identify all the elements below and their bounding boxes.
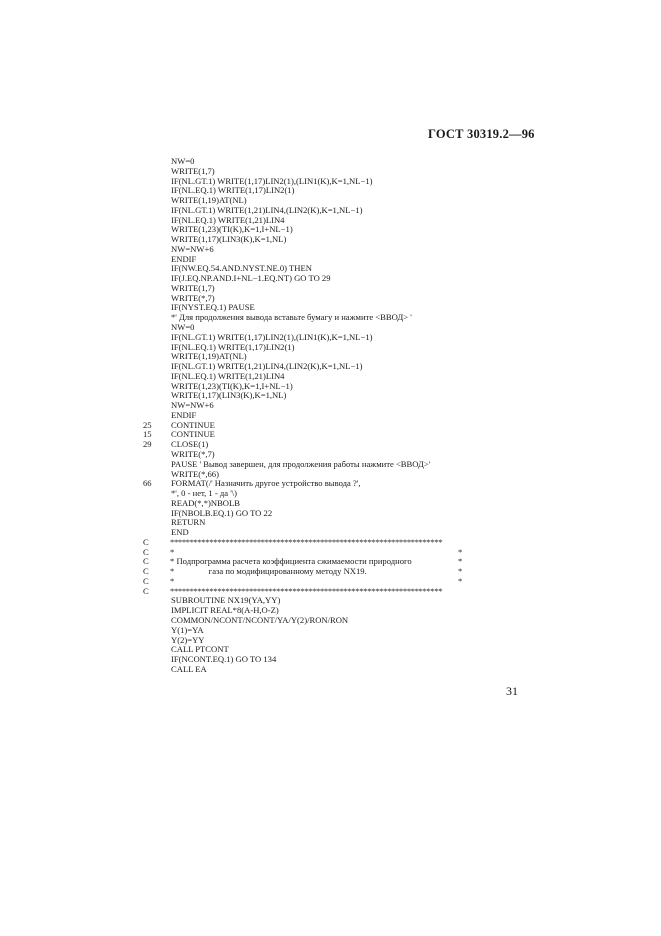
line-text: CLOSE(1)	[171, 439, 209, 450]
line-text: IF(NL.GT.1) WRITE(1,21)LIN4,(LIN2(K),K=1,NL−1)	[171, 361, 363, 372]
line-text: * газа по модифицированному методу NX19.	[170, 566, 367, 577]
line-text: IF(NL.EQ.1) WRITE(1,21)LIN4	[171, 214, 285, 225]
line-text: IF(NL.GT.1) WRITE(1,21)LIN4,(LIN2(K),K=1,NL−1)	[171, 204, 363, 215]
line-text: IF(NL.EQ.1) WRITE(1,17)LIN2(1)	[171, 341, 295, 352]
line-text: *', 0 - нет, 1 - да '\)	[171, 488, 238, 499]
line-text: WRITE(1,17)(LIN3(K),K=1,NL)	[171, 390, 287, 401]
code-line	[0, 538, 661, 548]
line-text: *	[170, 546, 175, 557]
line-label: 29	[143, 439, 152, 450]
line-label: 25	[143, 419, 152, 430]
code-line	[0, 245, 661, 255]
code-line	[0, 372, 661, 382]
line-text: WRITE(1,7)	[171, 165, 215, 176]
line-text: IF(NL.EQ.1) WRITE(1,17)LIN2(1)	[171, 185, 295, 196]
line-label: 15	[143, 429, 152, 440]
code-line	[0, 440, 661, 450]
code-line	[0, 382, 661, 392]
line-text: CONTINUE	[171, 419, 215, 430]
code-line	[0, 567, 661, 577]
code-line	[0, 655, 661, 665]
comment-border-right: *	[458, 575, 463, 586]
line-text: *********************************************************************	[170, 585, 443, 596]
code-line	[0, 186, 661, 196]
code-line	[0, 216, 661, 226]
code-line	[0, 430, 661, 440]
line-text: WRITE(1,23)(TI(K),K=1,I+NL−1)	[171, 224, 293, 235]
line-text: IF(NL.GT.1) WRITE(1,17)LIN2(1),(LIN1(K),K=1,NL−1)	[171, 175, 373, 186]
code-line	[0, 235, 661, 245]
line-text: NW=0	[171, 322, 195, 333]
code-line	[0, 225, 661, 235]
code-line	[0, 255, 661, 265]
comment-border-right: *	[458, 566, 463, 577]
code-line	[0, 333, 661, 343]
document-header: ГОСТ 30319.2—96	[428, 127, 535, 141]
line-text: READ(*,*)NBOLB	[171, 497, 240, 508]
code-line	[0, 401, 661, 411]
line-text: WRITE(*,66)	[171, 468, 219, 479]
line-text: SUBROUTINE NX19(YA,YY)	[171, 595, 281, 606]
code-line	[0, 489, 661, 499]
code-line	[0, 177, 661, 187]
line-text: WRITE(*,7)	[171, 448, 215, 459]
code-line	[0, 499, 661, 509]
line-text: COMMON/NCONT/NCONT/YA/Y(2)/RON/RON	[171, 614, 349, 625]
line-text: WRITE(1,23)(TI(K),K=1,I+NL−1)	[171, 380, 293, 391]
line-text: RETURN	[171, 517, 206, 528]
line-text: WRITE(1,19)AT(NL)	[171, 351, 247, 362]
line-text: IMPLICIT REAL*8(A-H,O-Z)	[171, 605, 279, 616]
code-line	[0, 518, 661, 528]
line-label: C	[143, 546, 149, 557]
line-text: FORMAT(/' Назначить другое устройство вывода ?',	[171, 478, 361, 489]
line-label: C	[143, 536, 149, 547]
code-line	[0, 665, 661, 675]
code-line	[0, 274, 661, 284]
line-text: IF(NL.GT.1) WRITE(1,17)LIN2(1),(LIN1(K),K=1,NL−1)	[171, 331, 373, 342]
line-label: C	[143, 585, 149, 596]
page-number: 31	[506, 684, 518, 698]
code-line	[0, 421, 661, 431]
line-text: Y(2)=YY	[171, 634, 205, 645]
code-line	[0, 626, 661, 636]
code-line	[0, 362, 661, 372]
line-text: WRITE(1,19)AT(NL)	[171, 195, 247, 206]
code-line	[0, 460, 661, 470]
line-text: ENDIF	[171, 253, 197, 264]
code-line	[0, 313, 661, 323]
line-text: Y(1)=YA	[171, 624, 204, 635]
code-line	[0, 479, 661, 489]
line-text: IF(NW.EQ.54.AND.NYST.NE.0) THEN	[171, 263, 312, 274]
line-text: CALL EA	[171, 663, 207, 674]
comment-border-right: *	[458, 556, 463, 567]
line-text: NW=NW+6	[171, 243, 214, 254]
code-line	[0, 645, 661, 655]
line-text: IF(NBOLB.EQ.1) GO TO 22	[171, 507, 273, 518]
code-line	[0, 636, 661, 646]
comment-border-right: *	[458, 546, 463, 557]
line-label: 66	[143, 478, 152, 489]
code-line	[0, 616, 661, 626]
code-listing	[0, 157, 661, 675]
line-text: NW=0	[171, 156, 195, 166]
line-text: WRITE(1,17)(LIN3(K),K=1,NL)	[171, 234, 287, 245]
line-text: IF(NL.EQ.1) WRITE(1,21)LIN4	[171, 370, 285, 381]
line-label: C	[143, 566, 149, 577]
line-text: IF(NYST.EQ.1) PAUSE	[171, 302, 255, 313]
line-text: WRITE(*,7)	[171, 292, 215, 303]
line-label: C	[143, 556, 149, 567]
line-text: IF(J.EQ.NP.AND.I+NL−1.EQ.NT) GO TO 29	[171, 273, 331, 284]
line-text: END	[171, 527, 189, 538]
code-line	[0, 596, 661, 606]
line-text: * Подпрограмма расчета коэффициента сжимаемости природного	[170, 556, 412, 567]
line-text: NW=NW+6	[171, 400, 214, 411]
code-line	[0, 343, 661, 353]
line-text: IF(NCONT.EQ.1) GO TO 134	[171, 654, 277, 665]
code-line	[0, 509, 661, 519]
line-text: ENDIF	[171, 409, 197, 420]
line-text: *	[170, 575, 175, 586]
line-text: *' Для продолжения вывода вставьте бумагу и нажмите <ВВОД> '	[171, 312, 412, 323]
code-line	[0, 587, 661, 597]
code-line	[0, 284, 661, 294]
line-text: *********************************************************************	[170, 536, 443, 547]
line-text: CALL PTCONT	[171, 644, 229, 655]
code-line	[0, 157, 661, 167]
code-line	[0, 294, 661, 304]
code-line	[0, 206, 661, 216]
code-line	[0, 391, 661, 401]
code-line	[0, 411, 661, 421]
line-text: WRITE(1,7)	[171, 282, 215, 293]
line-text: CONTINUE	[171, 429, 215, 440]
line-label: C	[143, 575, 149, 586]
line-text: PAUSE ' Вывод завершен, для продолжения работы нажмите <ВВОД>'	[171, 458, 431, 469]
